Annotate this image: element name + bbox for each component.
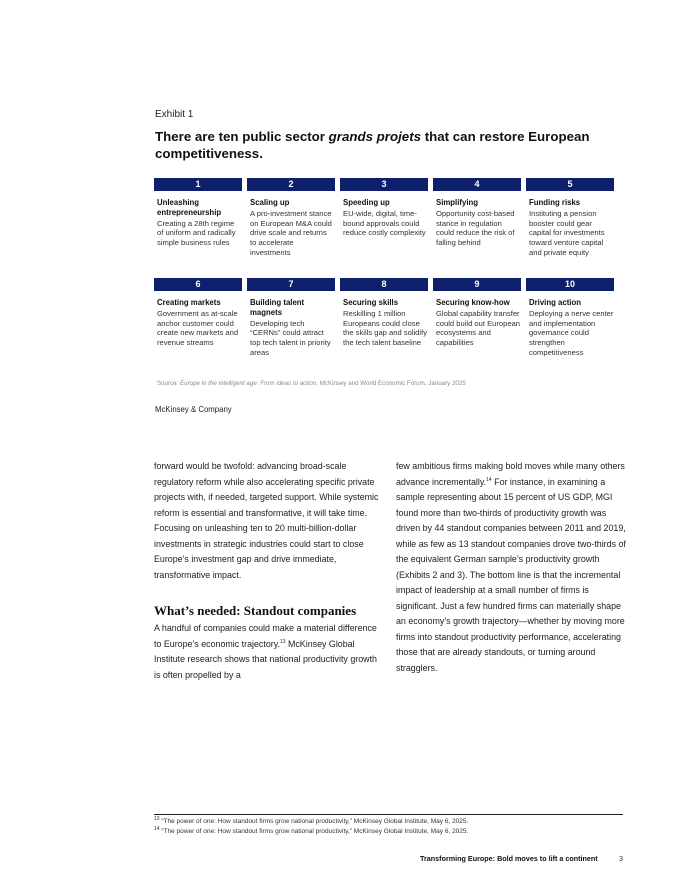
project-title: Scaling up xyxy=(250,198,290,207)
project-number: 5 xyxy=(526,178,614,191)
project-number: 4 xyxy=(433,178,521,191)
project-title: Simplifying xyxy=(436,198,479,207)
project-card xyxy=(433,178,521,258)
project-title: Securing know-how xyxy=(436,298,510,307)
body-paragraph xyxy=(396,459,626,676)
body-left-column xyxy=(154,459,384,583)
exhibit-label: Exhibit 1 xyxy=(155,109,194,120)
project-card xyxy=(433,278,521,358)
project-description: Global capability transfer could build out European ecosystems and capabilities xyxy=(436,308,521,348)
body-paragraph: forward would be twofold: advancing broad-scale regulatory reform while also accelerating specific private projects with, if needed, targeted support. While systemic reform is essential and transformative, it will take time. Focusing on unleashing ten to 20 multi-billion-dollar investments in strategic industries could start to close Europe’s investment gap and drive immediate, transformative impact. xyxy=(154,461,379,580)
project-description: A pro-investment stance on European M&A could drive scale and returns to accelerate investments xyxy=(250,208,332,257)
footnote-ref[interactable]: 14 xyxy=(486,476,492,483)
paragraph-text: McKinsey Global Institute research shows that national productivity growth is often propelled by a xyxy=(154,638,377,680)
footer-title: Transforming Europe: Bold moves to lift a continent xyxy=(420,854,598,863)
project-number: 7 xyxy=(247,278,335,291)
project-description: Developing tech “CERNs” could attract top tech talent in priority areas xyxy=(250,318,331,357)
project-card xyxy=(154,178,242,258)
footnote-number: 14 xyxy=(154,825,160,832)
project-title: Funding risks xyxy=(529,198,581,207)
brand-name: McKinsey & Company xyxy=(155,405,232,414)
project-title: Building talent magnets xyxy=(250,298,305,317)
source-detail: , McKinsey and World Economic Forum, January 2025 xyxy=(316,380,466,387)
project-description: Opportunity cost-based stance in regulation could reduce the risk of falling behind xyxy=(436,208,515,248)
project-number: 3 xyxy=(340,178,428,191)
exhibit-title-start: There are ten public sector xyxy=(155,129,329,144)
paragraph-text: For instance, in examining a sample representing about 15 percent of US GDP, MGI found more than two-thirds of productivity growth was driven by 44 standout companies between 2011 and 2019, while as few as 13 standout companies drove two-thirds of the equivalent German sample’s productivity growth (Exhibits 2 and 3). The bottom line is that the incremental impact of leadership at a small number of firms is significant. Just a few hundred firms can materially shape an economy’s growth trajectory—whether by moving more firms into standout productivity performance, accelerating those that are already standouts, or turning around stragglers. xyxy=(396,476,626,673)
project-description: EU-wide, digital, time-bound approvals could reduce costly complexity xyxy=(343,208,426,238)
body-left-column-lower xyxy=(154,621,384,683)
project-description: Reskilling 1 million Europeans could close the skills gap and solidify the tech talent baseline xyxy=(343,308,427,348)
project-number: 1 xyxy=(154,178,242,191)
projects-row-1 xyxy=(154,178,614,258)
exhibit-title-end: that can restore European competitiveness. xyxy=(155,129,590,161)
project-title: Driving action xyxy=(529,298,581,307)
project-title: Speeding up xyxy=(343,198,390,207)
project-card xyxy=(247,278,335,358)
project-description: Deploying a nerve center and implementation governance could strengthen competitiveness xyxy=(529,308,614,357)
page-number: 3 xyxy=(619,854,623,863)
project-card xyxy=(247,178,335,258)
project-card xyxy=(154,278,242,358)
project-card xyxy=(526,178,614,258)
footnote-divider xyxy=(154,814,623,815)
project-number: 8 xyxy=(340,278,428,291)
projects-row-2 xyxy=(154,278,614,358)
footnote-number: 13 xyxy=(154,815,160,822)
project-number: 9 xyxy=(433,278,521,291)
project-card xyxy=(340,178,428,258)
footnote xyxy=(154,825,469,835)
paragraph-text: A handful of companies could make a material difference to Europe’s economic trajectory. xyxy=(154,623,377,649)
footnote-ref[interactable]: 13 xyxy=(279,638,286,645)
project-description: Creating a 28th regime of uniform and radically simple business rules xyxy=(157,218,236,248)
footnote-text: “The power of one: How standout firms grow national productivity,” McKinsey Global Institute, May 6, 2025. xyxy=(159,828,469,835)
project-number: 2 xyxy=(247,178,335,191)
body-right-column xyxy=(396,459,626,676)
footnote xyxy=(154,815,469,825)
paragraph-text: few ambitious firms making bold moves while many others advance incrementally. xyxy=(396,461,625,487)
exhibit-source xyxy=(157,380,466,387)
project-title: Securing skills xyxy=(343,298,399,307)
project-description: Government as at-scale anchor customer could create new markets and revenue streams xyxy=(157,308,239,348)
exhibit-title xyxy=(155,128,615,162)
source-title: Europe in the intelligent age: From ideas to action xyxy=(180,380,317,387)
exhibit-title-emphasis: grands projets xyxy=(328,129,422,144)
project-description: Instituting a pension booster could gear capital for investments toward venture capital and private equity xyxy=(529,208,605,257)
footnote-text: “The power of one: How standout firms grow national productivity,” McKinsey Global Institute, May 6, 2025. xyxy=(159,818,469,825)
project-card xyxy=(526,278,614,358)
project-title: Unleashing entrepreneurship xyxy=(157,198,222,217)
project-number: 10 xyxy=(526,278,614,291)
section-heading: What’s needed: Standout companies xyxy=(154,603,357,618)
project-title: Creating markets xyxy=(157,298,221,307)
body-paragraph xyxy=(154,621,384,683)
project-card xyxy=(340,278,428,358)
project-number: 6 xyxy=(154,278,242,291)
source-prefix: Source: xyxy=(157,380,181,387)
